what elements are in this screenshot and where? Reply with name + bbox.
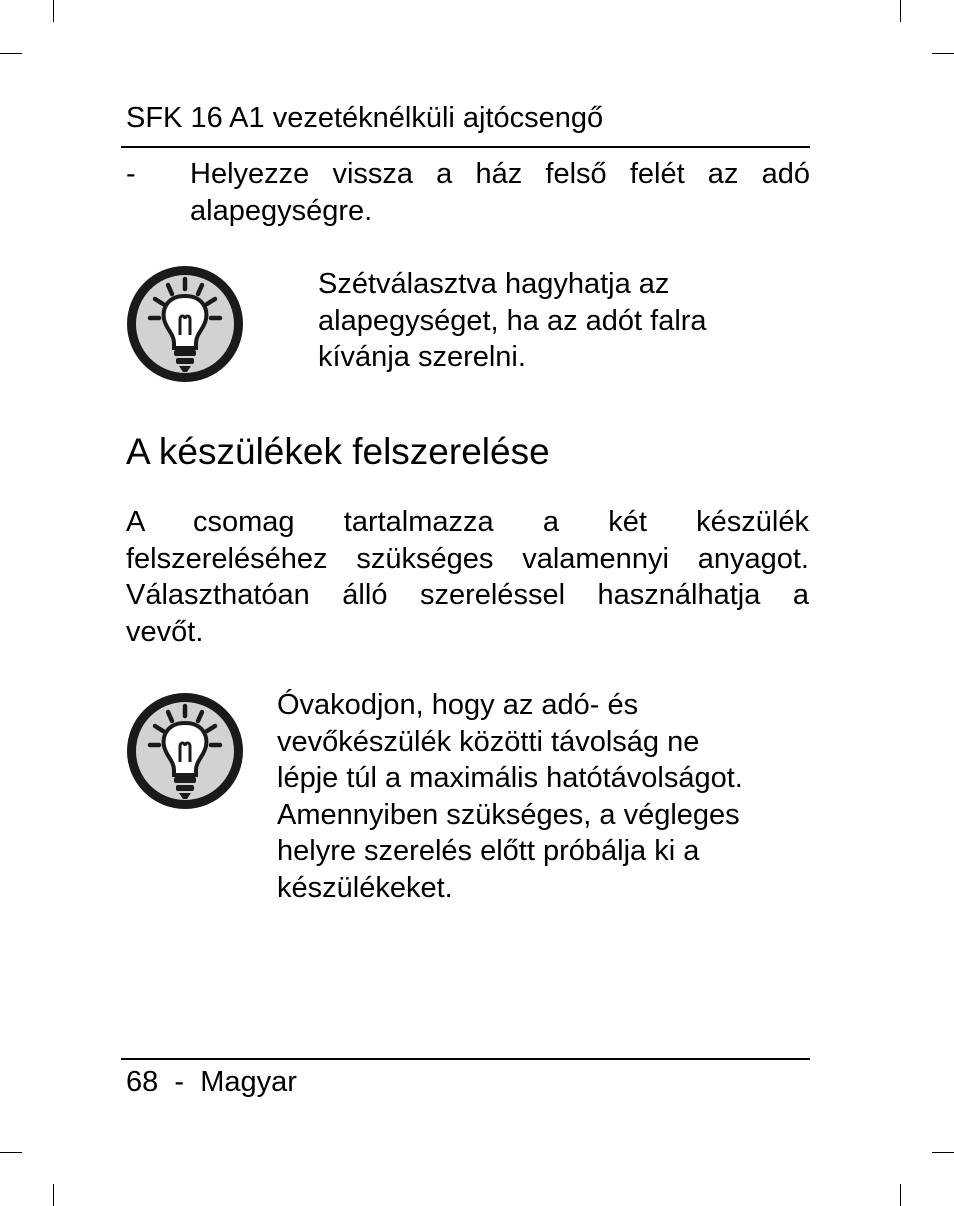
crop-mark (932, 53, 954, 54)
paragraph-line: felszereléséhez szükséges valamennyi anyagot. (126, 542, 809, 575)
footer-language: Magyar (200, 1066, 297, 1098)
running-header-title: SFK 16 A1 vezetéknélküli ajtócsengő (126, 102, 604, 134)
instruction-text: Helyezze vissza a ház felső felét az adó alapegységre. (190, 158, 810, 227)
section-heading: A készülékek felszerelése (126, 431, 550, 472)
header-rule (121, 146, 810, 148)
paragraph-line: A csomag tartalmazza a két készülék (126, 506, 809, 538)
note-line: kívánja szerelni. (318, 341, 526, 373)
footer-rule (121, 1058, 810, 1060)
page-footer (126, 1064, 297, 1100)
note-line: lépje túl a maximális hatótávolságot. (277, 762, 743, 794)
note-line: Óvakodjon, hogy az adó- és (277, 689, 639, 721)
footer-separator: - (174, 1066, 185, 1098)
paragraph-line: vevőt. (126, 615, 204, 648)
list-marker: - (126, 158, 136, 190)
crop-mark (900, 0, 901, 22)
section-paragraph (126, 504, 809, 650)
note-line: vevőkészülék közötti távolság ne (277, 725, 700, 758)
crop-mark (932, 1152, 954, 1153)
crop-mark (53, 1184, 54, 1206)
crop-mark (0, 1152, 22, 1153)
page-number: 68 (126, 1066, 159, 1098)
crop-mark (53, 0, 54, 22)
note-line: Szétválasztva hagyhatja az (318, 268, 670, 300)
paragraph-line: Választhatóan álló szereléssel használhatja a (126, 579, 809, 612)
crop-mark (0, 53, 22, 54)
lightbulb-tip-icon (124, 690, 246, 812)
tip-note-text (277, 687, 743, 906)
lightbulb-tip-icon (124, 263, 246, 385)
note-line: helyre szerelés előtt próbálja ki a (277, 835, 700, 867)
instruction-item (126, 156, 810, 230)
note-line: alapegységet, ha az adót falra (318, 304, 707, 337)
note-line: készülékeket. (277, 871, 453, 904)
tip-note-text (318, 266, 707, 376)
crop-mark (900, 1184, 901, 1206)
note-line: Amennyiben szükséges, a végleges (277, 798, 740, 831)
